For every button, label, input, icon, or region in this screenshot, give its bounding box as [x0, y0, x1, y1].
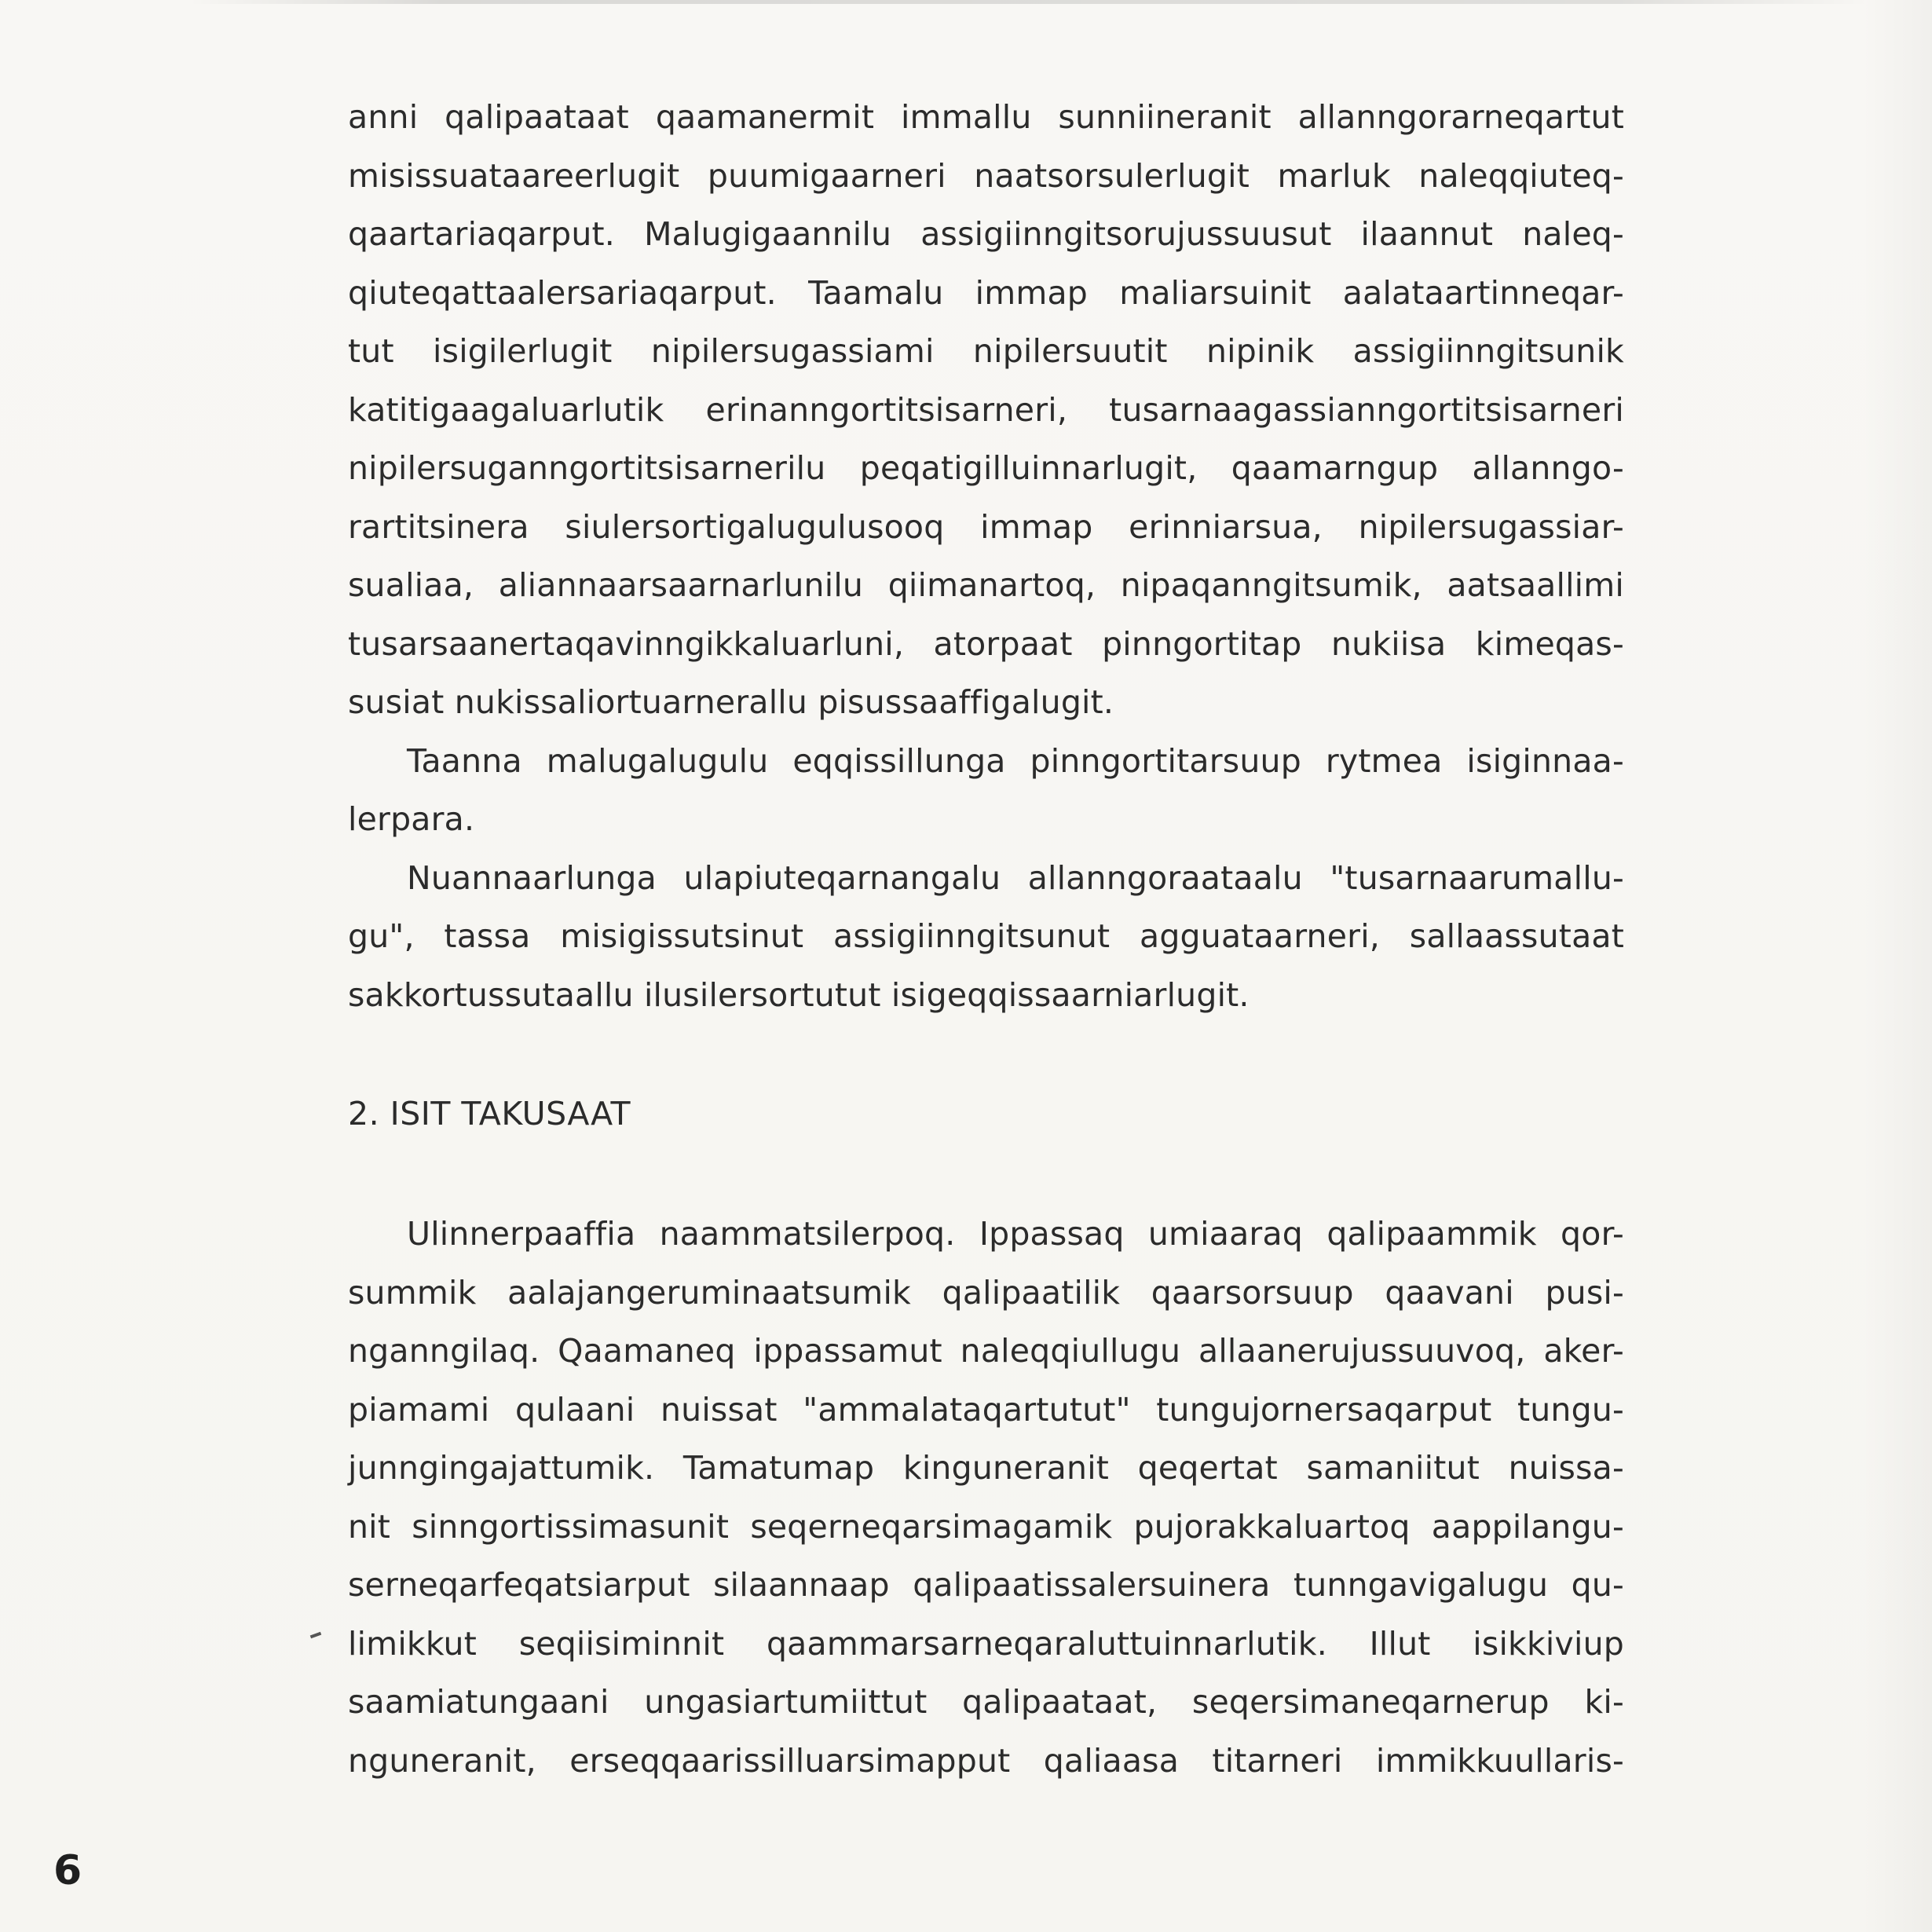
text-line: nipilersuganngortitsisarnerilu peqatigilluinnarlugit, qaamarngup allanngo-: [348, 449, 1624, 487]
text-line: sakkortussutaallu ilusilersortutut isigeqqissaarniarlugit.: [348, 975, 1250, 1014]
text-line: limikkut seqiisiminnit qaammarsarneqaraluttuinnarlutik. Illut isikkiviup: [348, 1624, 1624, 1663]
text-line: nguneranit, erseqqaarissilluarsimapput qaliaasa titarneri immikkuullaris-: [348, 1741, 1624, 1780]
text-line: junngingajattumik. Tamatumap kinguneranit qeqertat samaniitut nuissa-: [348, 1449, 1624, 1487]
text-line: nganngilaq. Qaamaneq ippassamut naleqqiullugu allaanerujussuuvoq, aker-: [348, 1332, 1624, 1370]
text-line: summik aalajangeruminaatsumik qalipaatilik qaarsorsuup qaavani pusi-: [348, 1273, 1624, 1312]
text-line: rartitsinera siulersortigalugulusooq immap erinniarsua, nipilersugassiar-: [348, 507, 1624, 546]
text-line: qiuteqattaalersariaqarput. Taamalu immap maliarsuinit aalataartinneqar-: [348, 273, 1624, 312]
text-line: sualiaa, aliannaarsaarnarlunilu qiimanartoq, nipaqanngitsumik, aatsaallimi: [348, 566, 1624, 604]
text-line: serneqarfeqatsiarput silaannaap qalipaatissalersuinera tunngavigalugu qu-: [348, 1566, 1624, 1604]
text-line: tut isigilerlugit nipilersugassiami nipilersuutit nipinik assigiinngitsunik: [348, 332, 1624, 370]
page-right-shade: [1861, 0, 1932, 1932]
margin-mark: [310, 1632, 322, 1639]
section-2-body: [348, 1205, 1624, 1790]
text-line: piamami qulaani nuissat "ammalataqartutut" tungujornersaqarput tungu-: [348, 1390, 1624, 1429]
section-1-body: [348, 88, 1624, 1024]
page-number: 6: [53, 1847, 82, 1894]
text-line: Nuannaarlunga ulapiuteqarnangalu allanngoraataalu "tusarnaarumallu-: [407, 858, 1624, 897]
text-line: Ulinnerpaaffia naammatsilerpoq. Ippassaq umiaaraq qalipaammik qor-: [407, 1215, 1624, 1253]
text-line: susiat nukissaliortuarnerallu pisussaaffigalugit.: [348, 683, 1114, 721]
text-line: saamiatungaani ungasiartumiittut qalipaataat, seqersimaneqarnerup ki-: [348, 1683, 1624, 1721]
text-line: gu", tassa misigissutsinut assigiinngitsunut agguataarneri, sallaassutaat: [348, 917, 1624, 955]
text-line: nit sinngortissimasunit seqerneqarsimagamik pujorakkaluartoq aappilangu-: [348, 1507, 1624, 1546]
text-line: katitigaagaluarlutik erinanngortitsisarneri, tusarnaagassianngortitsisarneri: [348, 390, 1624, 429]
text-line: qaartariaqarput. Malugigaannilu assigiinngitsorujussuusut ilaannut naleq-: [348, 215, 1624, 253]
text-line: anni qalipaataat qaamanermit immallu sunniineranit allanngorarneqartut: [348, 98, 1624, 136]
text-line: Taanna malugalugulu eqqissillunga pinngortitarsuup rytmea isiginnaa-: [407, 741, 1624, 780]
section-heading: 2. ISIT TAKUSAAT: [348, 1095, 631, 1132]
page-top-edge: [188, 0, 1869, 4]
text-line: lerpara.: [348, 800, 475, 838]
text-line: tusarsaanertaqavinngikkaluarluni, atorpaat pinngortitap nukiisa kimeqas-: [348, 624, 1624, 663]
text-line: misissuataareerlugit puumigaarneri naatsorsulerlugit marluk naleqqiuteq-: [348, 156, 1624, 195]
